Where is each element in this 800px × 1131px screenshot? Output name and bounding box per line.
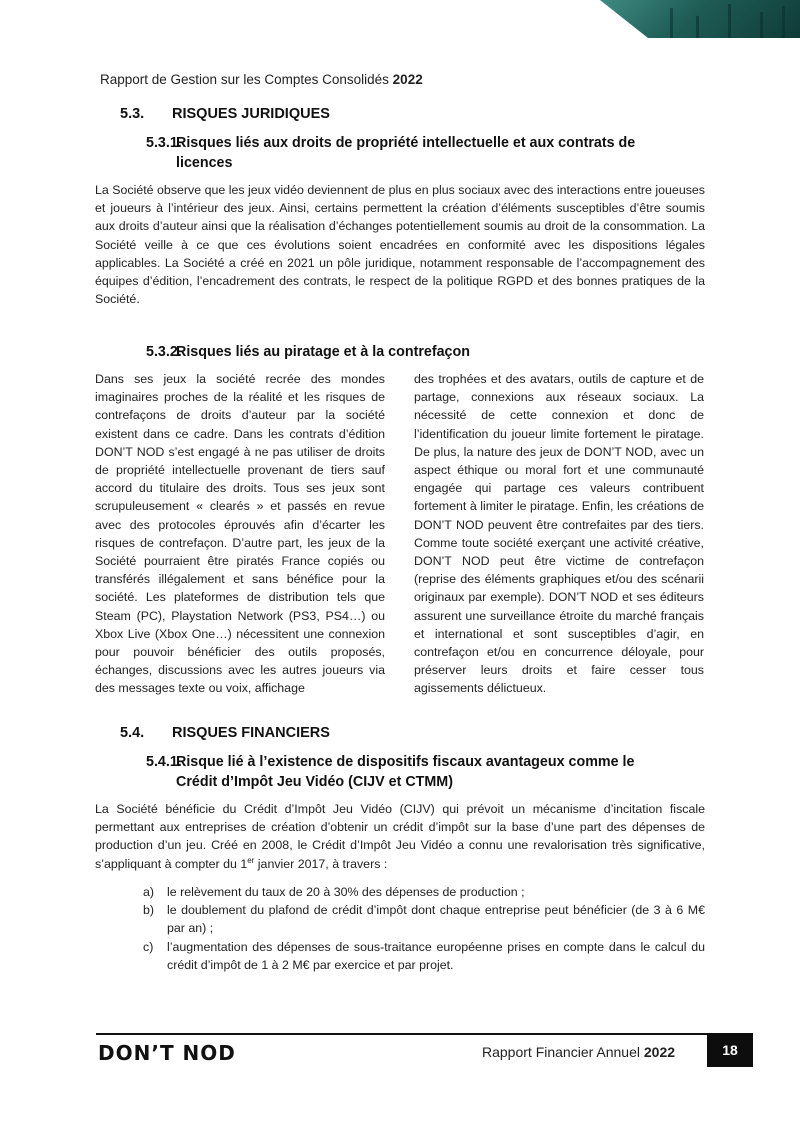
section-5-3-heading — [120, 106, 330, 122]
footer-report-title — [482, 1044, 675, 1060]
section-5-3-2-heading — [146, 342, 706, 362]
footer-report-year: 2022 — [643, 1044, 676, 1060]
list-item — [95, 883, 705, 901]
header-decorative-image — [600, 0, 800, 38]
section-5-4-1-body — [95, 800, 705, 873]
subsection-title-line1: Risques liés aux droits de propriété intellectuelle et aux contrats de — [176, 135, 636, 151]
section-title: RISQUES JURIDIQUES — [172, 106, 330, 122]
section-number: 5.3. — [120, 106, 145, 122]
list-text: le relèvement du taux de 20 à 30% des dépenses de production ; — [167, 885, 525, 899]
subsection-number: 5.3.1. — [146, 135, 182, 151]
section-5-3-1-body: La Société observe que les jeux vidéo deviennent de plus en plus sociaux avec des interactions entre joueuses et joueurs à l’intérieur des jeux. Ainsi, certains permettent la création d’éléments susceptibles d’être soumis aux droits d’auteur ainsi que la réalisation d’échanges potentiellement soumis au droit de la consommation. La Société veille à ce que ces évolutions soient encadrées en conformité avec les dispositions légales applicables. La Société a créé en 2021 un pôle juridique, notamment responsable de l’accompagnement des équipes d’édition, l’encadrement des contrats, le respect de la politique RGPD et des bonnes pratiques de la Société. — [95, 183, 705, 307]
subsection-title: Risques liés au piratage et à la contrefaçon — [176, 344, 470, 360]
list-marker: b) — [143, 903, 155, 918]
section-number: 5.4. — [120, 725, 145, 741]
ordinal-superscript: er — [247, 855, 255, 865]
list-marker: c) — [143, 939, 154, 954]
footer-report-name: Rapport Financier Annuel — [482, 1044, 640, 1060]
subsection-number: 5.4.1. — [146, 754, 182, 770]
subsection-title-line1: Risque lié à l’existence de dispositifs fiscaux avantageux comme le — [176, 754, 635, 770]
list-text: le doublement du plafond de crédit d’impôt dont chaque entreprise peut bénéficier (de 3 à 6 M€ par an) ; — [167, 903, 705, 936]
section-5-4-heading — [120, 725, 330, 741]
dontnod-logo: DON’T NOD — [98, 1041, 236, 1065]
running-header-title: Rapport de Gestion sur les Comptes Consolidés — [100, 72, 389, 87]
page-number: 18 — [707, 1033, 753, 1067]
section-5-3-2-right-column: des trophées et des avatars, outils de capture et de partage, connexions aux réseaux sociaux. La nécessité de cette connexion et donc de l’identification du joueur limite fortement le piratage. De plus, la nature des jeux de DON’T NOD, avec un aspect éthique ou moral fort et une communauté engagée qui partage ces valeurs contribuent fortement à limiter le piratage. Enfin, les créations de DON’T NOD peuvent être contrefaites par des tiers. Comme toute société exerçant une activité créative, DON’T NOD peut être victime de contrefaçon (reprise des éléments graphiques et/ou des scénarii originaux par exemple). DON’T NOD et ses éditeurs assurent une surveillance étroite du marché français et international et sont susceptibles d’agir, en contrefaçon et/ou en concurrence déloyale, pour préserver leurs droits et faire cesser tous agissements délictueux. — [414, 372, 704, 696]
cijv-measures-list — [95, 883, 705, 974]
section-5-3-1-heading — [146, 133, 706, 173]
list-item — [95, 901, 705, 937]
body-text-end: janvier 2017, à travers : — [254, 856, 388, 871]
subsection-number: 5.3.2. — [146, 344, 182, 360]
subsection-title-line2: Crédit d’Impôt Jeu Vidéo (CIJV et CTMM) — [176, 774, 453, 790]
list-marker: a) — [143, 885, 155, 899]
footer-divider — [96, 1033, 752, 1035]
section-5-3-2-left-column: Dans ses jeux la société recrée des mondes imaginaires proches de la réalité et les risques de contrefaçons de droits d’auteur par la société existent dans ce cadre. Dans les contrats d’édition DON’T NOD s’est engagé à ne pas utiliser de droits de propriété intellectuelle provenant de tiers sauf accord du titulaire des droits. Tous ses jeux sont scrupuleusement « clearés » et passés en revue avec des protocoles éprouvés afin d’écarter les risques de contrefaçon. D’autre part, les jeux de la Société pourraient être piratés France copiés ou transférés illégalement et sans bénéfice pour la société. Les plateformes de distribution tels que Steam (PC), Playstation Network (PS3, PS4…) ou Xbox Live (Xbox One…) nécessitent une connexion pour pouvoir bénéficier des outils proposés, échanges, discussions avec les autres joueurs via des messages texte ou voix, affichage — [95, 372, 385, 696]
list-text: l’augmentation des dépenses de sous-traitance européenne prises en compte dans le calcul du crédit d’impôt de 1 à 2 M€ par exercice et par projet. — [167, 939, 705, 972]
body-text: La Société bénéficie du Crédit d’Impôt Jeu Vidéo (CIJV) qui prévoit un mécanisme d’incitation fiscale permettant aux entreprises de création d’obtenir un crédit d’impôt sur la base d’une part des dépenses de production d’un jeu. Créé en 2008, le Crédit d’Impôt Jeu Vidéo a connu une revalorisation très significative, s’appliquant à compter du 1 — [95, 802, 705, 871]
running-header-year: 2022 — [392, 72, 423, 87]
section-title: RISQUES FINANCIERS — [172, 725, 330, 741]
section-5-4-1-heading — [146, 752, 706, 792]
subsection-title-line2: licences — [176, 155, 233, 171]
list-item — [95, 938, 705, 974]
running-header — [100, 72, 423, 87]
